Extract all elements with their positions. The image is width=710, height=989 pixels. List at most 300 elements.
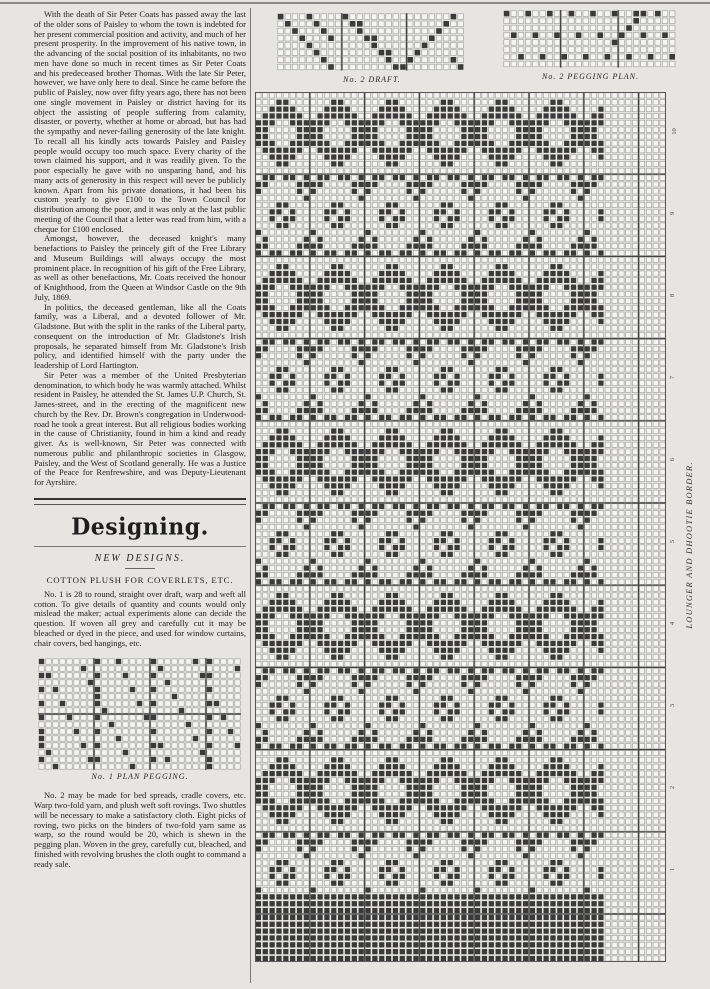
empty-cell [338,538,343,543]
filled-cell [413,175,418,180]
empty-cell [646,483,651,488]
empty-cell [80,715,85,720]
empty-cell [578,381,583,386]
empty-cell [285,14,291,20]
filled-cell [400,285,405,290]
empty-cell [523,367,528,372]
empty-cell [38,708,43,713]
empty-cell [359,264,364,269]
empty-cell [641,47,647,53]
empty-cell [304,319,309,324]
empty-cell [468,545,473,550]
empty-cell [523,93,528,98]
empty-cell [420,168,425,173]
empty-cell [598,401,603,406]
filled-cell [550,319,555,324]
empty-cell [461,504,466,509]
empty-cell [660,250,665,255]
empty-cell [324,497,329,502]
empty-cell [633,470,638,475]
filled-cell [393,545,398,550]
filled-cell [502,531,507,536]
empty-cell [482,271,487,276]
empty-cell [653,339,658,344]
empty-cell [633,120,638,125]
empty-cell [482,189,487,194]
filled-cell [407,353,412,358]
filled-cell [441,264,446,269]
empty-cell [653,100,658,105]
filled-cell [564,415,569,420]
filled-cell [297,182,302,187]
empty-cell [612,381,617,386]
empty-cell [523,148,528,153]
empty-cell [393,244,398,249]
empty-cell [475,202,480,207]
filled-cell [359,305,364,310]
filled-cell [283,367,288,372]
empty-cell [537,394,542,399]
empty-cell [393,518,398,523]
empty-cell [591,518,596,523]
empty-cell [263,264,268,269]
empty-cell [311,312,316,317]
filled-cell [578,120,583,125]
filled-cell [475,408,480,413]
filled-cell [509,339,514,344]
empty-cell [653,367,658,372]
empty-cell [489,333,494,338]
filled-cell [564,483,569,488]
empty-cell [115,708,120,713]
empty-cell [304,154,309,159]
filled-cell [359,360,364,365]
empty-cell [576,54,582,60]
filled-cell [434,271,439,276]
empty-cell [591,387,596,392]
empty-cell [365,209,370,214]
empty-cell [550,189,555,194]
empty-cell [454,230,459,235]
empty-cell [276,127,281,132]
empty-cell [585,497,590,502]
empty-cell [407,401,412,406]
empty-cell [639,196,644,201]
empty-cell [379,127,384,132]
empty-cell [371,64,377,70]
filled-cell [516,456,521,461]
empty-cell [619,531,624,536]
filled-cell [290,175,295,180]
filled-cell [379,504,384,509]
empty-cell [136,750,141,755]
empty-cell [338,250,343,255]
empty-cell [256,531,261,536]
empty-cell [564,326,569,331]
filled-cell [292,28,298,34]
filled-cell [482,470,487,475]
filled-cell [454,113,459,118]
empty-cell [290,264,295,269]
empty-cell [502,497,507,502]
empty-cell [598,394,603,399]
empty-cell [612,326,617,331]
empty-cell [108,666,113,671]
empty-cell [379,552,384,557]
empty-cell [278,35,284,41]
empty-cell [136,680,141,685]
filled-cell [585,511,590,516]
filled-cell [393,161,398,166]
filled-cell [523,237,528,242]
filled-cell [413,134,418,139]
filled-cell [585,291,590,296]
empty-cell [413,394,418,399]
empty-cell [441,497,446,502]
empty-cell [537,552,542,557]
filled-cell [345,545,350,550]
empty-cell [256,422,261,427]
empty-cell [619,40,625,46]
empty-cell [270,223,275,228]
empty-cell [343,50,349,56]
empty-cell [509,422,514,427]
filled-cell [270,107,275,112]
empty-cell [585,360,590,365]
filled-cell [379,374,384,379]
empty-cell [633,25,639,31]
empty-cell [482,107,487,112]
filled-cell [338,490,343,495]
empty-cell [386,189,391,194]
empty-cell [516,428,521,433]
filled-cell [331,538,336,543]
filled-cell [345,415,350,420]
empty-cell [420,333,425,338]
empty-cell [496,353,501,358]
empty-cell [420,422,425,427]
empty-cell [468,202,473,207]
empty-cell [633,531,638,536]
empty-cell [331,182,336,187]
empty-cell [571,257,576,262]
filled-cell [338,504,343,509]
empty-cell [372,264,377,269]
empty-cell [331,168,336,173]
empty-cell [213,666,218,671]
filled-cell [338,339,343,344]
empty-cell [564,511,569,516]
empty-cell [626,196,631,201]
empty-cell [283,518,288,523]
filled-cell [379,120,384,125]
empty-cell [454,387,459,392]
filled-cell [557,312,562,317]
empty-cell [653,305,658,310]
empty-cell [564,422,569,427]
empty-cell [585,545,590,550]
empty-cell [633,196,638,201]
filled-cell [304,449,309,454]
empty-cell [386,28,392,34]
empty-cell [482,538,487,543]
filled-cell [434,107,439,112]
empty-cell [653,244,658,249]
empty-cell [571,552,576,557]
empty-cell [164,701,169,706]
empty-cell [73,743,78,748]
empty-cell [393,360,398,365]
empty-cell [489,353,494,358]
empty-cell [256,113,261,118]
filled-cell [550,271,555,276]
filled-cell [434,285,439,290]
empty-cell [530,333,535,338]
filled-cell [544,504,549,509]
empty-cell [605,442,610,447]
filled-cell [400,113,405,118]
empty-cell [372,422,377,427]
empty-cell [639,428,644,433]
filled-cell [386,57,392,63]
filled-cell [441,319,446,324]
empty-cell [324,428,329,433]
empty-cell [590,18,596,24]
empty-cell [482,367,487,372]
filled-cell [299,35,305,41]
empty-cell [357,14,363,20]
filled-cell [311,346,316,351]
empty-cell [290,244,295,249]
filled-cell [511,32,517,38]
empty-cell [317,209,322,214]
empty-cell [45,736,50,741]
empty-cell [454,134,459,139]
empty-cell [475,367,480,372]
filled-cell [544,209,549,214]
filled-cell [290,285,295,290]
empty-cell [605,490,610,495]
filled-cell [379,538,384,543]
empty-cell [45,680,50,685]
empty-cell [256,93,261,98]
empty-cell [171,708,176,713]
empty-cell [283,196,288,201]
empty-cell [564,428,569,433]
filled-cell [502,326,507,331]
filled-cell [537,291,542,296]
empty-cell [540,11,546,17]
filled-cell [475,415,480,420]
empty-cell [345,189,350,194]
empty-cell [557,141,562,146]
filled-cell [304,244,309,249]
empty-cell [550,237,555,242]
empty-cell [338,168,343,173]
empty-cell [297,237,302,242]
empty-cell [150,736,155,741]
empty-cell [448,353,453,358]
empty-cell [304,531,309,536]
empty-cell [639,257,644,262]
empty-cell [504,40,510,46]
empty-cell [108,694,113,699]
empty-cell [345,497,350,502]
empty-cell [482,497,487,502]
filled-cell [509,374,514,379]
empty-cell [496,470,501,475]
empty-cell [338,415,343,420]
filled-cell [530,298,535,303]
empty-cell [379,28,385,34]
filled-cell [359,470,364,475]
filled-cell [496,319,501,324]
empty-cell [612,333,617,338]
empty-cell [413,250,418,255]
filled-cell [150,715,155,720]
empty-cell [502,333,507,338]
empty-cell [496,127,501,132]
empty-cell [646,154,651,159]
empty-cell [307,64,313,70]
filled-cell [400,470,405,475]
filled-cell [386,278,391,283]
filled-cell [461,291,466,296]
empty-cell [331,401,336,406]
empty-cell [571,387,576,392]
empty-cell [379,387,384,392]
empty-cell [530,360,535,365]
empty-cell [415,35,421,41]
filled-cell [283,107,288,112]
empty-cell [263,415,268,420]
empty-cell [633,237,638,242]
empty-cell [564,497,569,502]
filled-cell [297,291,302,296]
empty-cell [270,291,275,296]
filled-cell [94,715,99,720]
empty-cell [626,518,631,523]
filled-cell [448,100,453,105]
filled-cell [345,312,350,317]
empty-cell [660,175,665,180]
filled-cell [571,141,576,146]
filled-cell [461,353,466,358]
filled-cell [324,476,329,481]
filled-cell [427,285,432,290]
empty-cell [633,285,638,290]
empty-cell [393,511,398,516]
empty-cell [227,757,232,762]
empty-cell [352,230,357,235]
empty-cell [270,264,275,269]
empty-cell [578,490,583,495]
empty-cell [101,687,106,692]
filled-cell [448,442,453,447]
filled-cell [516,148,521,153]
empty-cell [605,428,610,433]
filled-cell [468,285,473,290]
filled-cell [544,381,549,386]
empty-cell [441,230,446,235]
filled-cell [420,291,425,296]
empty-cell [653,107,658,112]
empty-cell [461,552,466,557]
empty-cell [386,35,392,41]
empty-cell [434,202,439,207]
filled-cell [475,244,480,249]
empty-cell [544,367,549,372]
empty-cell [482,216,487,221]
empty-cell [626,107,631,112]
empty-cell [496,456,501,461]
filled-cell [324,442,329,447]
empty-cell [530,476,535,481]
empty-cell [122,764,127,769]
empty-cell [270,333,275,338]
empty-cell [557,394,562,399]
empty-cell [585,339,590,344]
filled-cell [372,148,377,153]
empty-cell [338,182,343,187]
filled-cell [468,127,473,132]
empty-cell [283,141,288,146]
empty-cell [73,659,78,664]
filled-cell [578,285,583,290]
filled-cell [557,504,562,509]
empty-cell [571,428,576,433]
empty-cell [324,326,329,331]
empty-cell [400,127,405,132]
empty-cell [420,490,425,495]
empty-cell [626,113,631,118]
empty-cell [345,127,350,132]
empty-cell [359,518,364,523]
empty-cell [496,360,501,365]
empty-cell [386,182,391,187]
empty-cell [321,35,327,41]
empty-cell [598,422,603,427]
empty-cell [427,518,432,523]
empty-cell [626,32,632,38]
empty-cell [648,40,654,46]
empty-cell [441,285,446,290]
filled-cell [276,209,281,214]
filled-cell [434,278,439,283]
plan-pegging-figure [38,658,243,770]
empty-cell [633,47,639,53]
empty-cell [489,346,494,351]
filled-cell [441,250,446,255]
empty-cell [605,209,610,214]
filled-cell [544,305,549,310]
empty-cell [311,538,316,543]
empty-cell [94,666,99,671]
empty-cell [461,168,466,173]
empty-cell [646,305,651,310]
empty-cell [227,687,232,692]
filled-cell [393,154,398,159]
empty-cell [626,545,631,550]
empty-cell [343,35,349,41]
empty-cell [400,524,405,529]
empty-cell [372,367,377,372]
empty-cell [557,353,562,358]
filled-cell [585,285,590,290]
filled-cell [345,285,350,290]
filled-cell [516,415,521,420]
empty-cell [523,442,528,447]
